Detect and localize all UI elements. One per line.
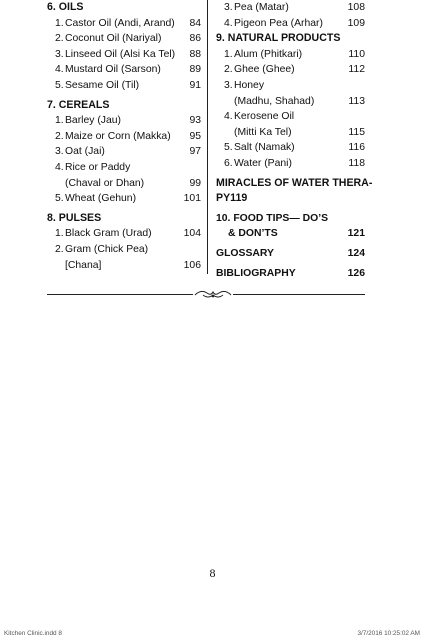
entry-title-continued: (Madhu, Shahad): [234, 95, 315, 107]
entry-title: Rice or Paddy: [65, 161, 131, 173]
entry-title-continued: [Chana]: [65, 259, 102, 271]
entry-page: 124: [347, 247, 365, 259]
toc-entry[interactable]: [47, 129, 201, 145]
toc-entry[interactable]: [47, 62, 201, 78]
entry-number: 4.: [55, 64, 64, 76]
entry-page: 84: [189, 17, 201, 29]
entry-number: 5.: [55, 193, 64, 205]
section-heading-cereals: 7. CEREALS: [47, 98, 110, 111]
entry-page: 89: [189, 64, 201, 76]
toc-entry-continued[interactable]: [47, 176, 201, 192]
toc-entry[interactable]: [47, 113, 201, 129]
entry-title: Sesame Oil (Til): [65, 79, 140, 91]
entry-title: Coconut Oil (Nariyal): [65, 33, 162, 45]
section-heading-glossary[interactable]: [216, 246, 365, 262]
entry-page: 113: [348, 95, 365, 107]
ornament-icon: [193, 287, 233, 301]
entry-number: 5.: [55, 79, 64, 91]
entry-number: 1.: [224, 48, 233, 60]
entry-title: Ghee (Ghee): [234, 64, 295, 76]
entry-number: 4.: [224, 17, 233, 29]
entry-title: Wheat (Gehun): [65, 193, 137, 205]
entry-title-continued: (Chaval or Dhan): [65, 177, 145, 189]
entry-title: Gram (Chick Pea): [65, 243, 149, 255]
section-heading-food-tips-continued[interactable]: [216, 226, 365, 242]
entry-page: 101: [183, 193, 201, 205]
entry-number: 5.: [224, 142, 233, 154]
entry-title: Maize or Corn (Makka): [65, 130, 171, 142]
entry-title: Oat (Jai): [65, 146, 105, 158]
toc-entry[interactable]: [47, 191, 201, 207]
entry-number: 6.: [224, 157, 233, 169]
entry-number: 2.: [55, 130, 64, 142]
toc-entry[interactable]: [216, 16, 365, 32]
entry-title-continued: (Mitti Ka Tel): [234, 126, 292, 138]
section-heading-miracles[interactable]: MIRACLES OF WATER THERA-: [216, 176, 373, 189]
entry-number: 1.: [55, 115, 64, 127]
entry-page: 93: [189, 115, 201, 127]
entry-number: 3.: [224, 2, 233, 13]
entry-page: 115: [348, 126, 365, 138]
entry-number: 3.: [224, 79, 233, 91]
entry-page: 121: [347, 228, 365, 240]
column-divider: [207, 0, 208, 274]
entry-page: 104: [183, 228, 201, 240]
toc-entry[interactable]: [47, 226, 201, 242]
toc-entry[interactable]: [47, 31, 201, 47]
entry-page: 95: [189, 130, 201, 142]
section-heading-bibliography[interactable]: [216, 266, 365, 282]
toc-entry[interactable]: [216, 0, 365, 16]
entry-title: Castor Oil (Andi, Arand): [65, 17, 175, 29]
entry-number: 2.: [224, 64, 233, 76]
entry-page: 88: [189, 48, 201, 60]
entry-page: 91: [189, 79, 201, 91]
section-heading-pulses: 8. PULSES: [47, 211, 102, 224]
toc-entry[interactable]: [47, 47, 201, 63]
entry-page: 112: [348, 64, 365, 76]
entry-title: 10. FOOD TIPS— DO’S: [216, 212, 329, 224]
entry-page: 108: [347, 2, 365, 13]
toc-entry[interactable]: [216, 109, 365, 125]
entry-title: Kerosene Oil: [234, 111, 295, 123]
toc-entry[interactable]: [47, 242, 201, 258]
entry-title: Honey: [234, 79, 265, 91]
toc-entry[interactable]: [47, 144, 201, 160]
entry-title: Salt (Namak): [234, 142, 295, 154]
entry-title: Linseed Oil (Alsi Ka Tel): [65, 48, 176, 60]
footer-filename: Kitchen Clinic.indd 8: [4, 630, 62, 637]
entry-number: 3.: [55, 48, 64, 60]
footer-timestamp: 3/7/2016 10:25:02 AM: [357, 630, 420, 637]
entry-title: GLOSSARY: [216, 247, 274, 259]
section-heading-natural-products: 9. NATURAL PRODUCTS: [216, 32, 341, 45]
entry-page: 86: [189, 33, 201, 45]
toc-entry[interactable]: [216, 140, 365, 156]
entry-title: Barley (Jau): [65, 115, 122, 127]
entry-number: 3.: [55, 146, 64, 158]
toc-entry-continued[interactable]: [47, 258, 201, 274]
entry-page: 106: [183, 259, 201, 271]
toc-entry[interactable]: [216, 62, 365, 78]
entry-number: 4.: [55, 161, 64, 173]
entry-title: Water (Pani): [234, 157, 292, 169]
entry-page: 116: [348, 142, 365, 154]
entry-number: 1.: [55, 17, 64, 29]
entry-page: 110: [348, 48, 365, 60]
entry-number: 2.: [55, 33, 64, 45]
toc-entry[interactable]: [47, 16, 201, 32]
page-number: 8: [209, 566, 216, 580]
toc-entry-continued[interactable]: [216, 125, 365, 141]
toc-entry[interactable]: [47, 160, 201, 176]
toc-entry[interactable]: [216, 78, 365, 94]
entry-number: 2.: [55, 243, 64, 255]
entry-title: Pea (Matar): [234, 2, 289, 13]
entry-page: 99: [189, 177, 201, 189]
section-heading-food-tips[interactable]: [216, 211, 365, 227]
toc-entry[interactable]: [216, 156, 365, 172]
entry-page: 109: [347, 17, 365, 29]
entry-page: 97: [189, 146, 201, 158]
entry-number: 1.: [55, 228, 64, 240]
toc-entry[interactable]: [216, 47, 365, 63]
toc-entry[interactable]: [47, 78, 201, 94]
toc-left-column: [47, 0, 201, 273]
entry-page: 118: [348, 157, 365, 169]
section-heading-miracles-continued[interactable]: PY119: [216, 192, 248, 205]
entry-number: 4.: [224, 111, 233, 123]
entry-title: BIBLIOGRAPHY: [216, 267, 296, 279]
toc-right-column: [216, 0, 373, 281]
entry-title: Pigeon Pea (Arhar): [234, 17, 323, 29]
toc-entry-continued[interactable]: [216, 94, 365, 110]
entry-title-continued: & DON’TS: [228, 228, 278, 240]
entry-title: Mustard Oil (Sarson): [65, 64, 161, 76]
section-heading-oils: 6. OILS: [47, 1, 84, 13]
entry-title: Alum (Phitkari): [234, 48, 303, 60]
entry-title: Black Gram (Urad): [65, 228, 152, 240]
entry-page: 126: [347, 267, 365, 279]
